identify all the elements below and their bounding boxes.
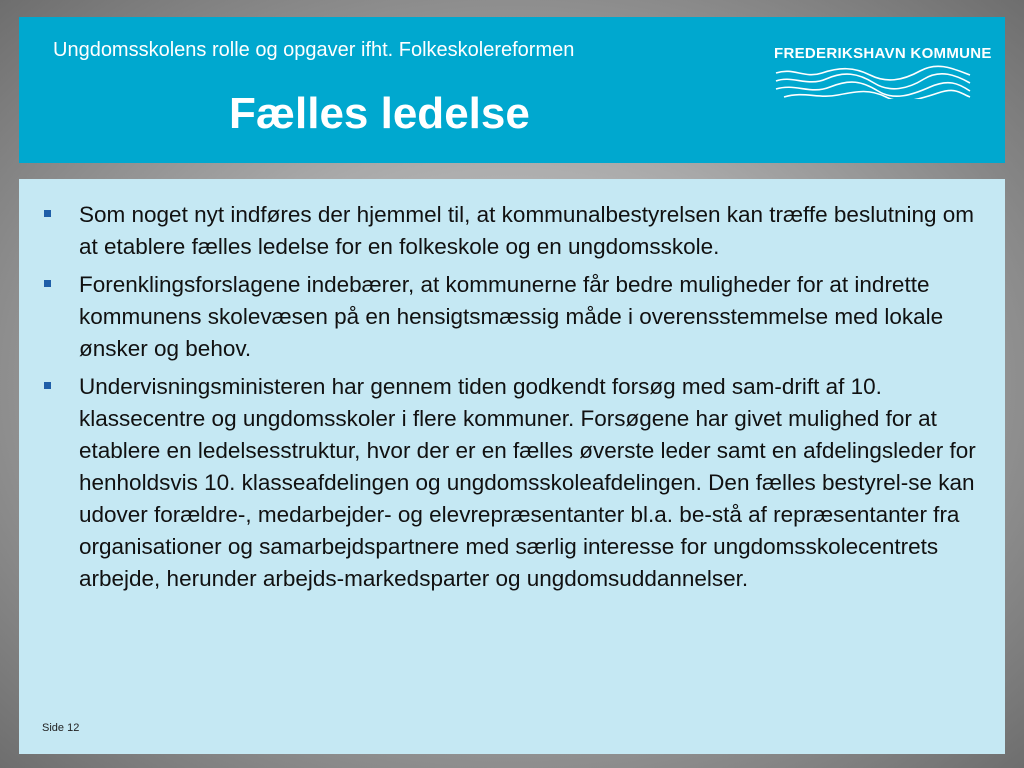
slide-content	[19, 179, 1005, 754]
municipality-logo	[774, 45, 992, 101]
square-bullet-icon	[44, 382, 51, 389]
wave-lines-logo-icon	[774, 65, 972, 99]
bullet-list	[41, 199, 991, 601]
slide-header	[19, 17, 1005, 163]
square-bullet-icon	[44, 210, 51, 217]
bullet-text: Som noget nyt indføres der hjemmel til, at kommunalbestyrelsen kan træffe beslutning om at etablere fælles ledelse for en folkeskole og en ungdomsskole.	[79, 202, 975, 259]
slide-subtitle: Ungdomsskolens rolle og opgaver ifht. Folkeskolereformen	[53, 39, 575, 61]
list-item	[41, 371, 991, 595]
bullet-text: Forenklingsforslagene indebærer, at kommunerne får bedre muligheder for at indrette kommunens skolevæsen på en hensigtsmæssig måde i overensstemmelse med lokale ønsker og behov.	[79, 272, 944, 361]
list-item	[41, 269, 991, 365]
slide-title: Fælles ledelse	[229, 89, 530, 138]
bullet-text: Undervisningsministeren har gennem tiden godkendt forsøg med sam-drift af 10. klassecentre og ungdomsskoler i flere kommuner. Forsøgene har givet mulighed for at etablere en ledelsesstruktur, hvor der er en fælles øverste leder samt en afdelingsleder for henholdsvis 10. klasseafdelingen og ungdomsskoleafdelingen. Den fælles bestyrel-se kan udover forældre-, medarbejder- og elevrepræsentanter bl.a. be-stå af repræsentanter fra organisationer og samarbejdspartnere med særlig interesse for ungdomsskolecentrets arbejde, herunder arbejds-markedsparter og ungdomsuddannelser.	[79, 374, 976, 591]
square-bullet-icon	[44, 280, 51, 287]
logo-text: FREDERIKSHAVN KOMMUNE	[774, 45, 992, 62]
page-number: Side 12	[42, 722, 80, 734]
list-item	[41, 199, 991, 263]
